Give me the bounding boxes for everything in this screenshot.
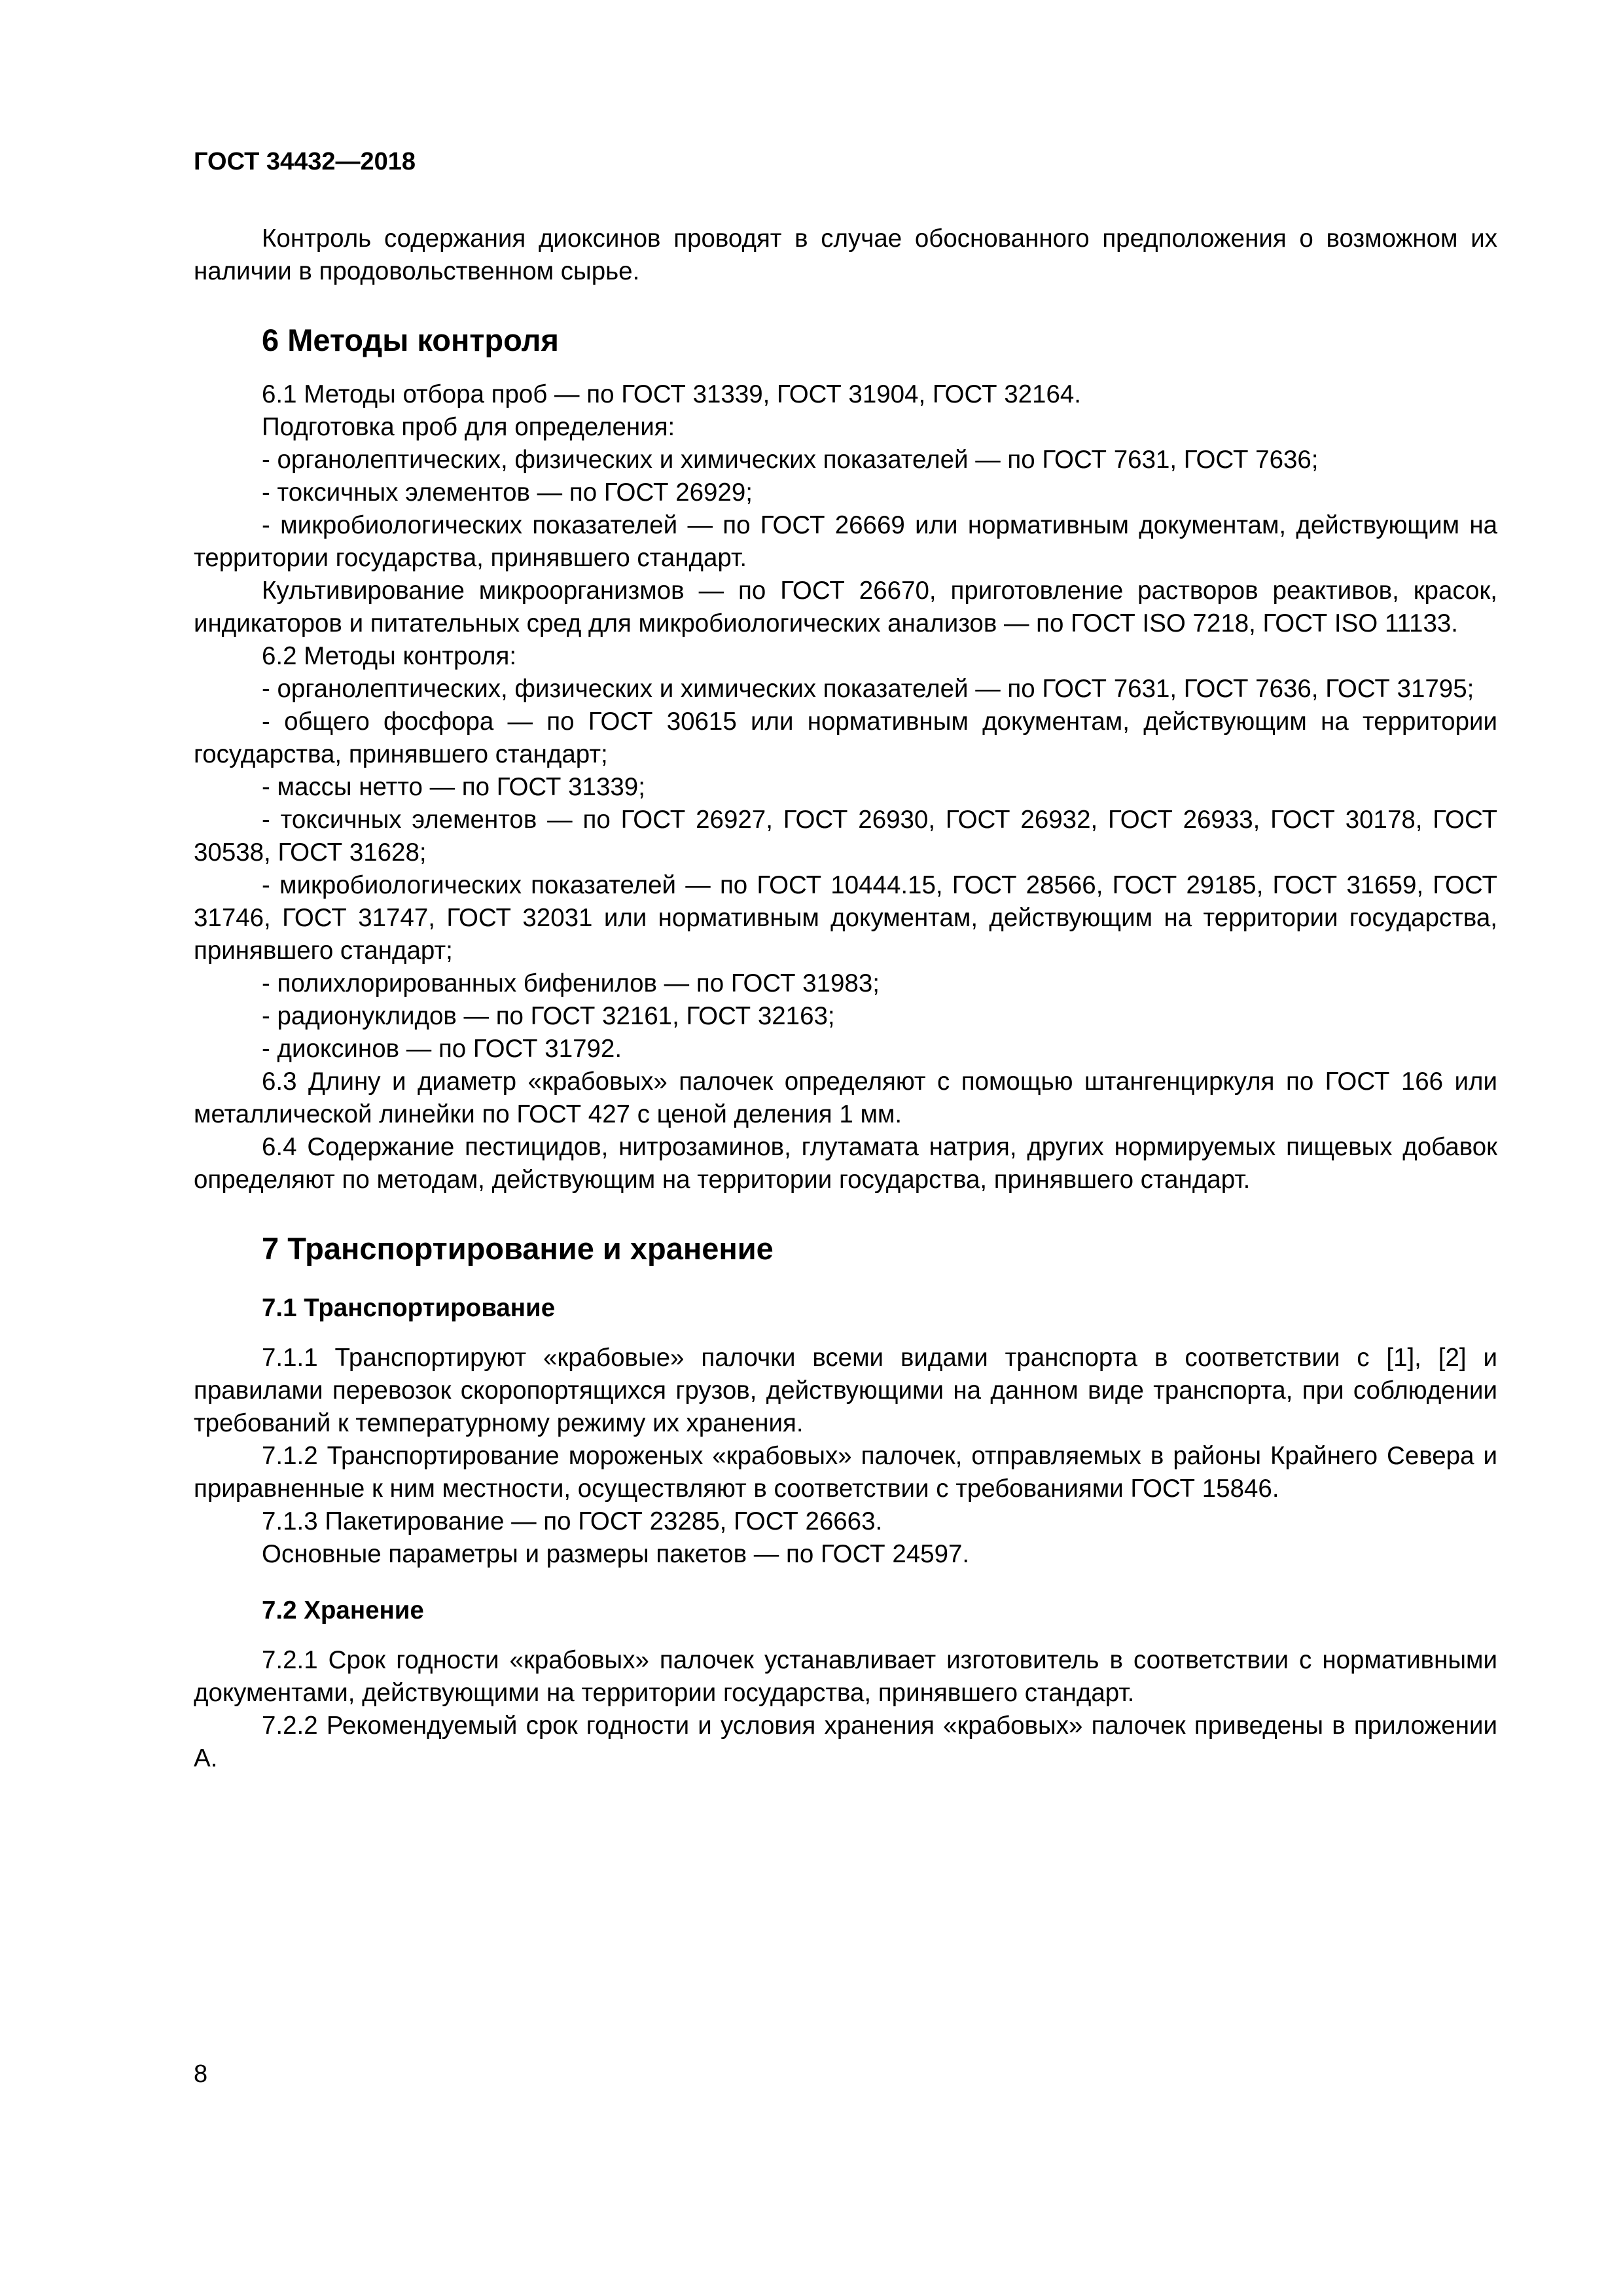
paragraph-7-2-1: 7.2.1 Срок годности «крабовых» палочек устанавливает изготовитель в соответствии с нормативными документами, действующими на территории государства, принявшего стандарт. (194, 1646, 1497, 1707)
list-item: - органолептических, физических и химических показателей — по ГОСТ 7631, ГОСТ 7636, ГОСТ 31795; (262, 675, 1474, 703)
document-header: ГОСТ 34432—2018 (194, 148, 416, 175)
intro-paragraph: Контроль содержания диоксинов проводят в случае обоснованного предположения о возможном их наличии в продовольственном сырье. (194, 224, 1497, 285)
paragraph: Основные параметры и размеры пакетов — по ГОСТ 24597. (262, 1540, 970, 1568)
list-item: - радионуклидов — по ГОСТ 32161, ГОСТ 32163; (262, 1002, 835, 1030)
list-item: - полихлорированных бифенилов — по ГОСТ 31983; (262, 969, 880, 997)
paragraph-6-3: 6.3 Длину и диаметр «крабовых» палочек определяют с помощью штангенциркуля по ГОСТ 166 или металлической линейки по ГОСТ 427 с ценой деления 1 мм. (194, 1067, 1497, 1128)
list-item: - микробиологических показателей — по ГОСТ 26669 или нормативным документам, действующим на территории государства, принявшего стандарт. (194, 511, 1497, 572)
list-item: - диоксинов — по ГОСТ 31792. (262, 1035, 622, 1063)
list-item: - общего фосфора — по ГОСТ 30615 или нормативным документам, действующим на территории государства, принявшего стандарт; (194, 708, 1497, 768)
subsection-7-1-heading: 7.1 Транспортирование (262, 1294, 556, 1322)
section-6-heading: 6 Методы контроля (262, 323, 559, 357)
list-item: - микробиологических показателей — по ГОСТ 10444.15, ГОСТ 28566, ГОСТ 29185, ГОСТ 31659, ГОСТ 31746, ГОСТ 31747, ГОСТ 32031 или нормативным документам, действующим на территории государства, принявшего стандарт; (194, 871, 1497, 965)
page-number: 8 (194, 2060, 208, 2088)
paragraph-7-1-1: 7.1.1 Транспортируют «крабовые» палочки всеми видами транспорта в соответствии с [1], [2] и правилами перевозок скоропортящихся грузов, действующими на данном виде транспорта, при соблюдении требований к температурному режиму их хранения. (194, 1344, 1497, 1437)
paragraph-6-1: 6.1 Методы отбора проб — по ГОСТ 31339, ГОСТ 31904, ГОСТ 32164. (262, 380, 1081, 408)
list-item: - массы нетто — по ГОСТ 31339; (262, 773, 645, 801)
document-body (194, 223, 1497, 1775)
paragraph: Культивирование микроорганизмов — по ГОСТ 26670, приготовление растворов реактивов, красок, индикаторов и питательных сред для микробиологических анализов — по ГОСТ ISO 7218, ГОСТ ISO 11133. (194, 577, 1497, 637)
subsection-7-2-heading: 7.2 Хранение (262, 1596, 424, 1624)
section-7-heading: 7 Транспортирование и хранение (262, 1231, 774, 1266)
paragraph-7-2-2: 7.2.2 Рекомендуемый срок годности и условия хранения «крабовых» палочек приведены в приложении А. (194, 1712, 1497, 1772)
list-item: - токсичных элементов — по ГОСТ 26927, ГОСТ 26930, ГОСТ 26932, ГОСТ 26933, ГОСТ 30178, ГОСТ 30538, ГОСТ 31628; (194, 806, 1497, 867)
list-item: - токсичных элементов — по ГОСТ 26929; (262, 478, 753, 507)
paragraph-7-1-2: 7.1.2 Транспортирование мороженых «крабовых» палочек, отправляемых в районы Крайнего Севера и приравненные к ним местности, осуществляют в соответствии с требованиями ГОСТ 15846. (194, 1442, 1497, 1503)
paragraph-6-4: 6.4 Содержание пестицидов, нитрозаминов, глутамата натрия, других нормируемых пищевых добавок определяют по методам, действующим на территории государства, принявшего стандарт. (194, 1133, 1497, 1194)
paragraph: Подготовка проб для определения: (262, 413, 675, 441)
paragraph-6-2: 6.2 Методы контроля: (262, 642, 517, 670)
paragraph-7-1-3: 7.1.3 Пакетирование — по ГОСТ 23285, ГОСТ 26663. (262, 1507, 883, 1535)
list-item: - органолептических, физических и химических показателей — по ГОСТ 7631, ГОСТ 7636; (262, 446, 1319, 474)
